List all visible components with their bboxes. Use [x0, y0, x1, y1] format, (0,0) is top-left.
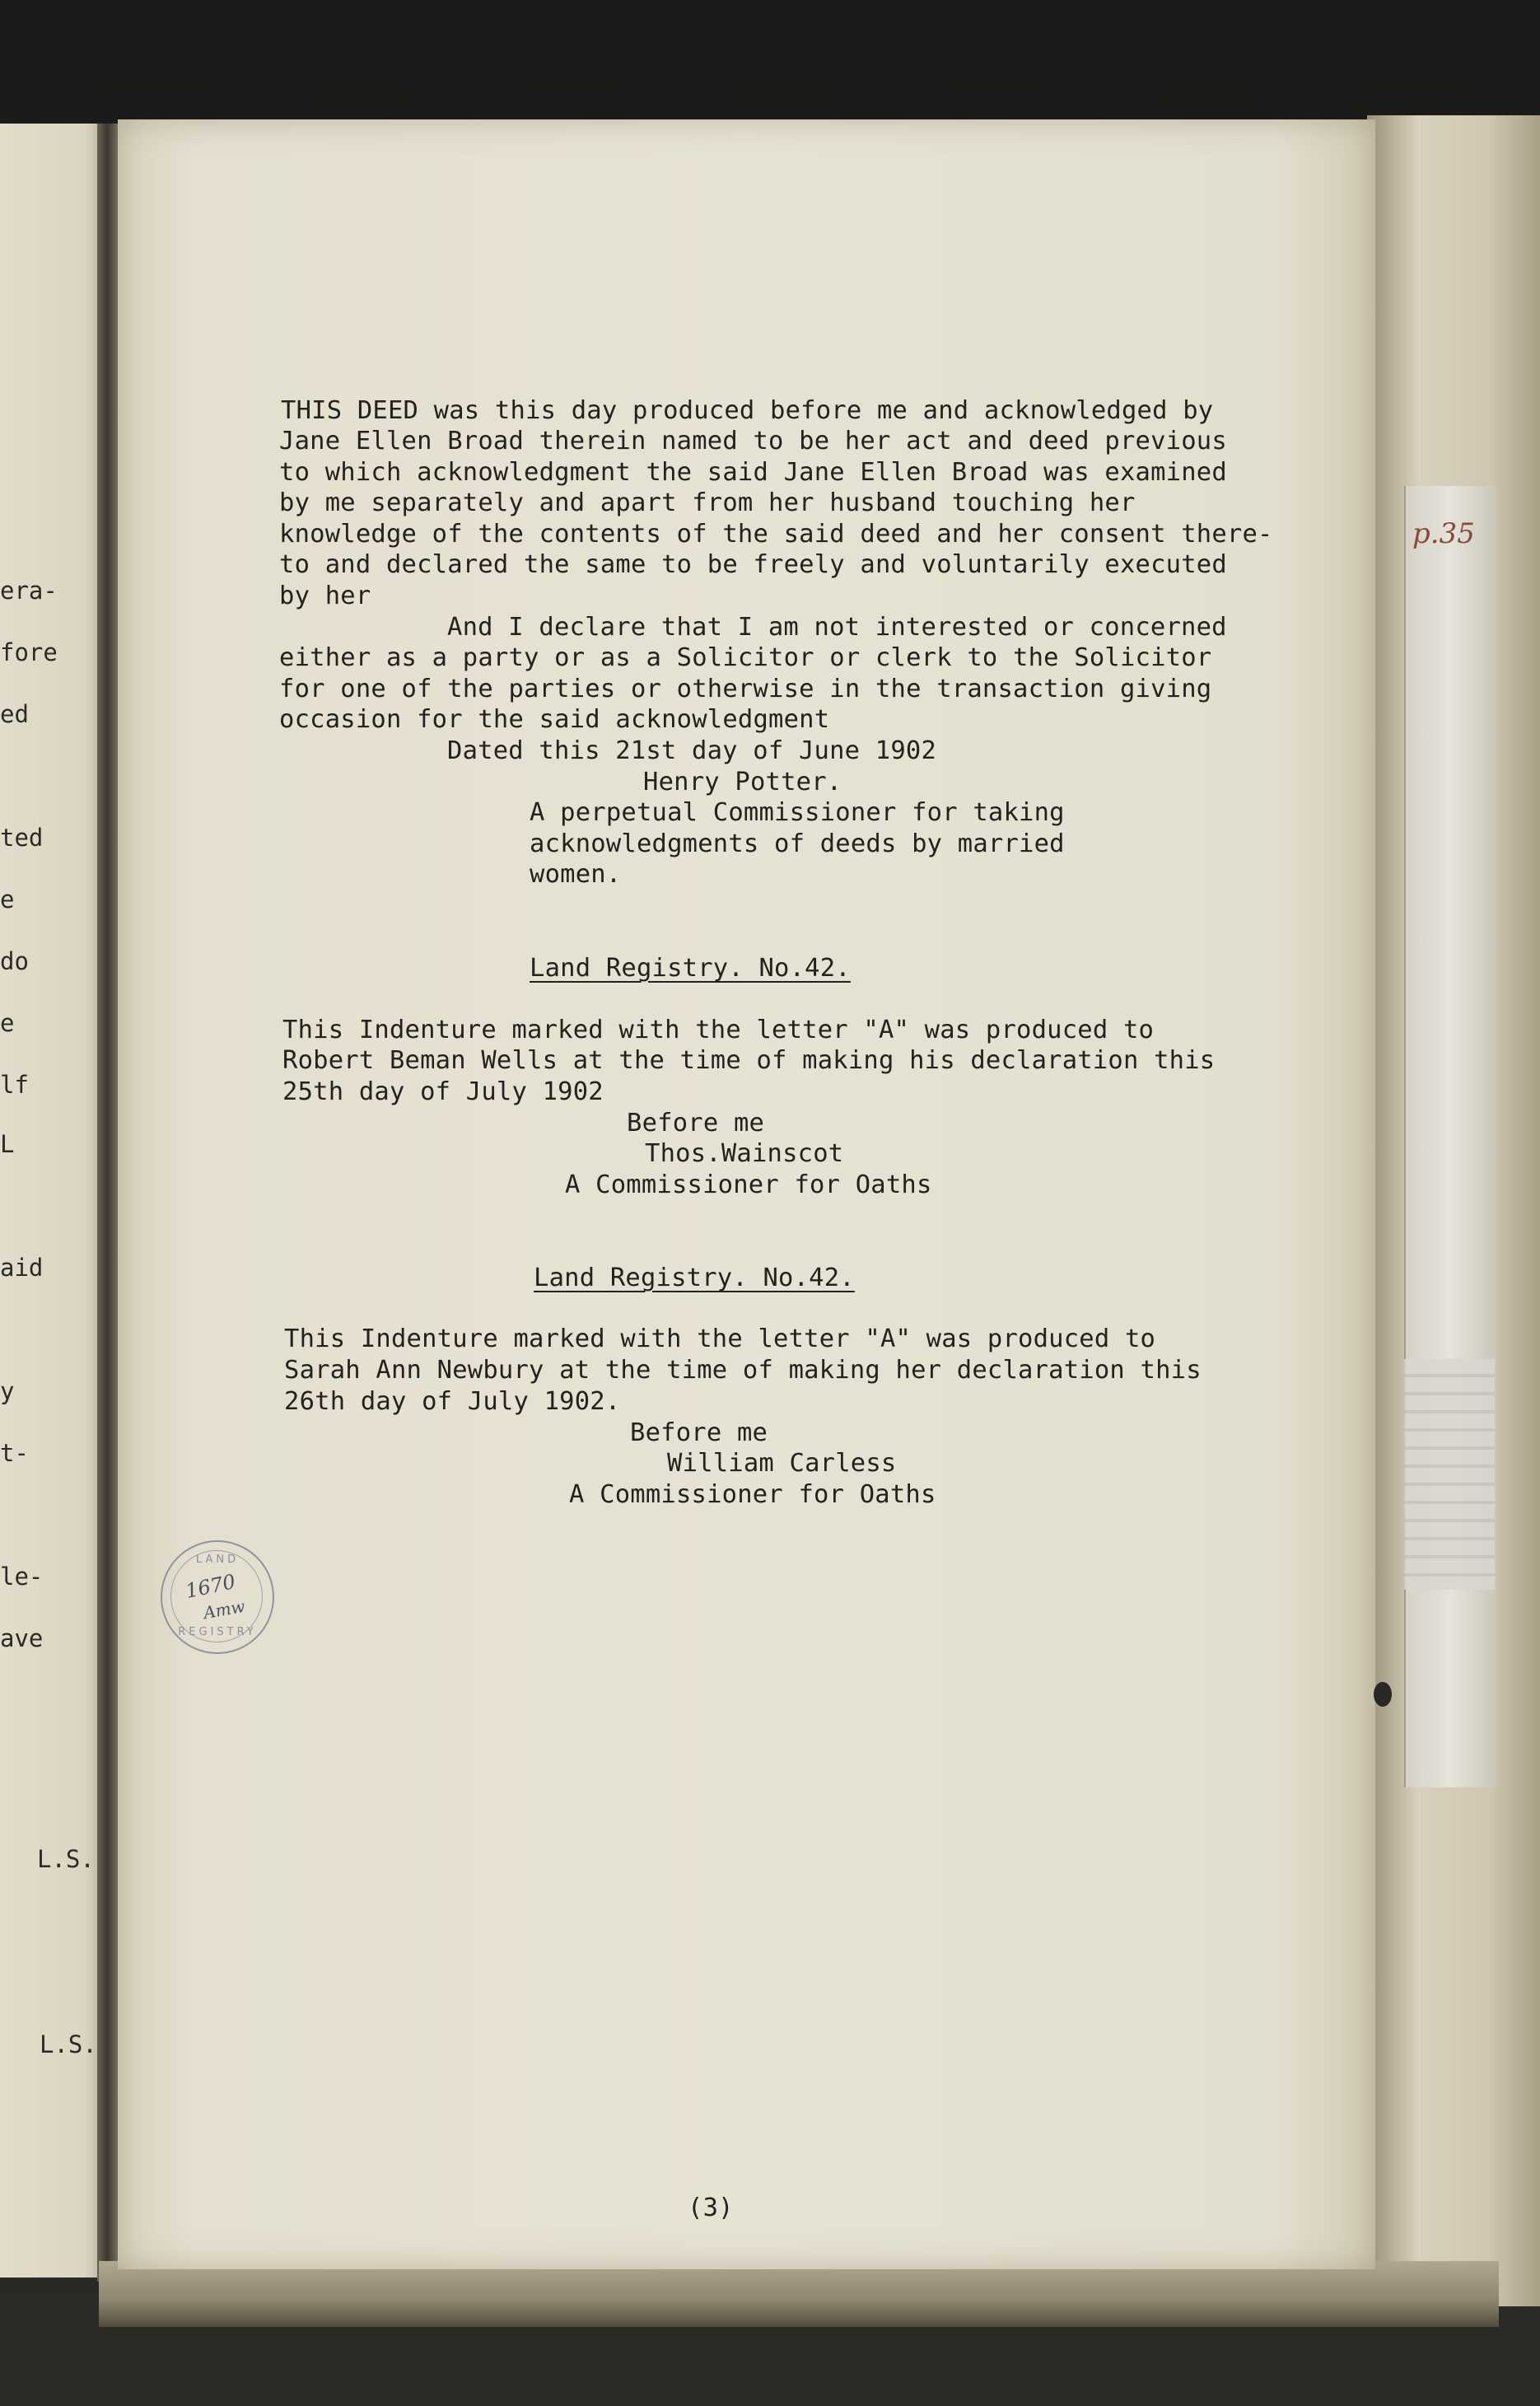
stamp-bottom-text: REGISTRY [178, 1626, 257, 1638]
left-page-fragment: t- [0, 1439, 29, 1467]
left-page-ls-mark: L.S. [37, 1845, 95, 1873]
commissioner-title: A Commissioner for Oaths [569, 1480, 936, 1509]
attached-slip [1404, 486, 1496, 1787]
left-page-ls-mark: L.S. [40, 2030, 97, 2058]
acknowledgment-line: THIS DEED was this day produced before me and acknowledged by [281, 396, 1214, 425]
declaration-line: either as a party or as a Solicitor or clerk to the Solicitor [279, 643, 1212, 672]
endorsement-line: 25th day of July 1902 [282, 1077, 604, 1106]
acknowledgment-line: to which acknowledgment the said Jane Ellen Broad was examined [279, 458, 1227, 487]
endorsement-line: Sarah Ann Newbury at the time of making her declaration this [284, 1356, 1202, 1385]
acknowledgment-line: to and declared the same to be freely and voluntarily executed [279, 550, 1227, 579]
left-page-fragment: ed [0, 700, 29, 728]
left-page-fragment: ted [0, 824, 44, 852]
endorsement-line: This Indenture marked with the letter "A" was produced to [282, 1016, 1155, 1044]
before-me: Before me [627, 1109, 765, 1138]
endorsement-line: This Indenture marked with the letter "A" was produced to [284, 1324, 1156, 1353]
left-page-fragment: le- [0, 1563, 44, 1591]
document-page [118, 119, 1375, 2269]
signatory-name: Henry Potter. [643, 768, 842, 797]
left-page-fragment: era- [0, 577, 58, 605]
commissioner-name: William Carless [667, 1449, 897, 1478]
left-page-fragment: e [0, 1009, 15, 1037]
land-registry-stamp [161, 1540, 274, 1654]
left-page-fragment: y [0, 1377, 15, 1405]
acknowledgment-line: by her [279, 582, 371, 610]
margin-note: p.35 [1412, 517, 1475, 550]
declaration-line: for one of the parties or otherwise in the transaction giving [279, 675, 1212, 703]
left-page-fragment: lf [0, 1071, 29, 1099]
acknowledgment-line: by me separately and apart from her husband touching her [279, 488, 1136, 517]
stamp-top-text: LAND [195, 1553, 240, 1566]
declaration-line: occasion for the said acknowledgment [279, 705, 830, 734]
endorsement-heading: Land Registry. No.42. [534, 1264, 855, 1292]
endorsement-line: 26th day of July 1902. [284, 1387, 621, 1416]
signatory-title-line: acknowledgments of deeds by married [530, 829, 1065, 858]
commissioner-name: Thos.Wainscot [645, 1139, 844, 1168]
left-page-fragment: fore [0, 638, 58, 666]
commissioner-title: A Commissioner for Oaths [565, 1170, 932, 1199]
stamp-initials: Amw [202, 1595, 247, 1623]
left-page-fragment: aid [0, 1254, 44, 1282]
endorsement-heading: Land Registry. No.42. [530, 954, 851, 983]
acknowledgment-line: knowledge of the contents of the said deed and her consent there- [279, 520, 1273, 549]
dated-line: Dated this 21st day of June 1902 [447, 736, 937, 765]
declaration-line: And I declare that I am not interested or concerned [447, 613, 1227, 642]
signatory-title-line: women. [530, 860, 622, 889]
attached-printed-label [1404, 1359, 1495, 1590]
endorsement-line: Robert Beman Wells at the time of making his declaration this [282, 1046, 1216, 1075]
ink-blot [1374, 1682, 1392, 1707]
left-page-fragment: L [0, 1130, 15, 1158]
left-facing-page [0, 124, 105, 2278]
before-me: Before me [630, 1418, 768, 1447]
page-number: (3) [688, 2193, 734, 2222]
left-page-fragment: ave [0, 1624, 44, 1652]
signatory-title-line: A perpetual Commissioner for taking [530, 798, 1065, 827]
stamp-number: 1670 [183, 1569, 238, 1604]
bottom-page-edges [99, 2261, 1499, 2327]
acknowledgment-line: Jane Ellen Broad therein named to be her act and deed previous [279, 427, 1227, 456]
left-page-fragment: e [0, 885, 15, 913]
left-page-fragment: do [0, 947, 29, 975]
